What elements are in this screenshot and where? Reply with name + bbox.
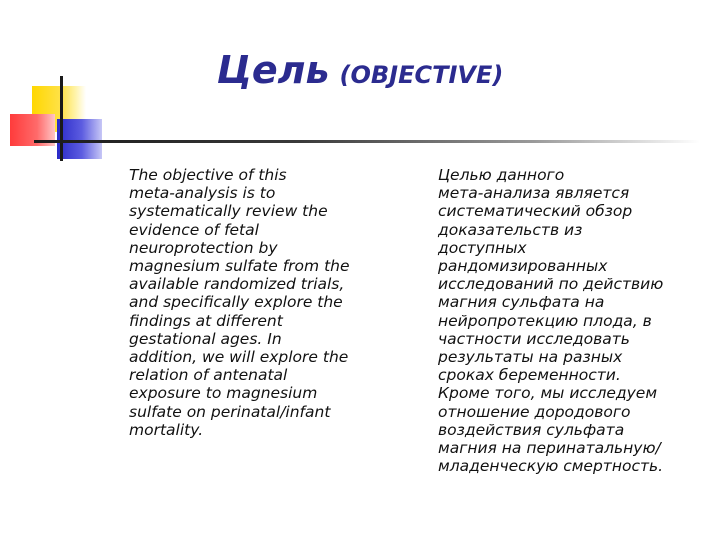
title-underline bbox=[34, 140, 700, 143]
title-main: Цель bbox=[216, 48, 330, 92]
title-sub: (OBJECTIVE) bbox=[339, 61, 504, 89]
decor-blue-square bbox=[57, 119, 102, 159]
objective-text-english: The objective of this meta-analysis is to systematically review the evidence of fetal neuroprotection by magnesium sulfate from the available randomized trials, and specifically explore the findings at different gestational ages. In addition, we will explore the relation of antenatal exposure to magnesium sulfate on perinatal/infant mortality. bbox=[129, 166, 350, 439]
slide-title bbox=[0, 48, 720, 92]
objective-text-russian: Целью данного мета-анализа является систематический обзор доказательств из доступных рандомизированных исследований по действию магния сульфата на нейропротекцию плода, в частности исследовать результаты на разных сроках беременности. Кроме того, мы исследуем отношение дородового воздействия сульфата магния на перинатальную/ младенческую смертность. bbox=[438, 166, 664, 476]
